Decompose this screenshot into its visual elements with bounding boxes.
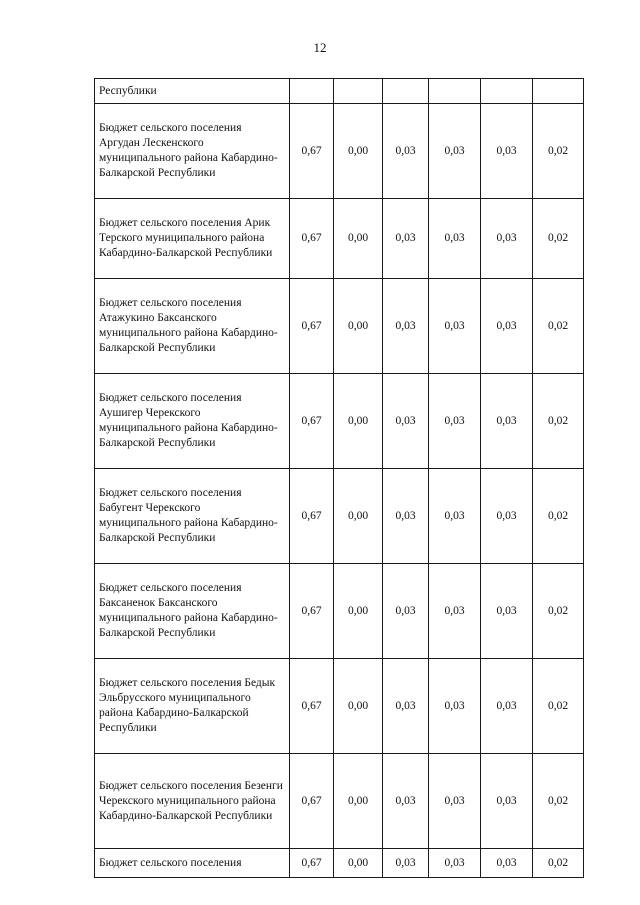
value-cell: 0,03 xyxy=(481,754,533,849)
value-cell: 0,67 xyxy=(290,659,334,754)
value-cell: 0,02 xyxy=(533,469,584,564)
value-cell: 0,00 xyxy=(334,104,383,199)
value-cell: 0,67 xyxy=(290,564,334,659)
value-cell: 0,02 xyxy=(533,279,584,374)
value-cell: 0,67 xyxy=(290,374,334,469)
value-cell: 0,00 xyxy=(334,199,383,279)
value-cell: 0,03 xyxy=(481,104,533,199)
value-cell: 0,03 xyxy=(429,849,481,878)
value-cell: 0,02 xyxy=(533,199,584,279)
value-cell: 0,03 xyxy=(383,469,429,564)
row-name-cell: Республики xyxy=(95,79,290,104)
value-cell xyxy=(383,79,429,104)
value-cell: 0,67 xyxy=(290,104,334,199)
row-name-cell: Бюджет сельского поселения xyxy=(95,849,290,878)
value-cell: 0,03 xyxy=(481,199,533,279)
value-cell: 0,67 xyxy=(290,754,334,849)
value-cell: 0,03 xyxy=(383,564,429,659)
row-name-cell: Бюджет сельского поселения Аушигер Черекского муниципального района Кабардино-Балкарской Республики xyxy=(95,374,290,469)
value-cell: 0,03 xyxy=(383,374,429,469)
table-row xyxy=(95,564,584,659)
value-cell xyxy=(290,79,334,104)
value-cell: 0,03 xyxy=(481,374,533,469)
value-cell: 0,03 xyxy=(429,754,481,849)
value-cell: 0,03 xyxy=(383,754,429,849)
value-cell: 0,00 xyxy=(334,849,383,878)
row-name-cell: Бюджет сельского поселения Баксаненок Баксанского муниципального района Кабардино-Балкарской Республики xyxy=(95,564,290,659)
table-row xyxy=(95,754,584,849)
value-cell: 0,03 xyxy=(429,469,481,564)
row-name-cell: Бюджет сельского поселения Арик Терского муниципального района Кабардино-Балкарской Республики xyxy=(95,199,290,279)
row-name-cell: Бюджет сельского поселения Бабугент Черекского муниципального района Кабардино-Балкарской Республики xyxy=(95,469,290,564)
row-name-cell: Бюджет сельского поселения Аргудан Лескенского муниципального района Кабардино-Балкарской Республики xyxy=(95,104,290,199)
row-name-cell: Бюджет сельского поселения Атажукино Баксанского муниципального района Кабардино-Балкарской Республики xyxy=(95,279,290,374)
value-cell: 0,67 xyxy=(290,279,334,374)
table-row-continued xyxy=(95,79,584,104)
table-row xyxy=(95,104,584,199)
value-cell: 0,00 xyxy=(334,659,383,754)
value-cell: 0,02 xyxy=(533,374,584,469)
value-cell: 0,03 xyxy=(383,279,429,374)
value-cell: 0,03 xyxy=(383,659,429,754)
row-name-cell: Бюджет сельского поселения Безенги Черекского муниципального района Кабардино-Балкарской Республики xyxy=(95,754,290,849)
value-cell: 0,03 xyxy=(429,104,481,199)
value-cell: 0,00 xyxy=(334,469,383,564)
value-cell: 0,02 xyxy=(533,104,584,199)
value-cell: 0,03 xyxy=(383,104,429,199)
value-cell: 0,00 xyxy=(334,374,383,469)
value-cell: 0,03 xyxy=(481,849,533,878)
value-cell: 0,03 xyxy=(481,659,533,754)
table-row xyxy=(95,199,584,279)
table-row xyxy=(95,659,584,754)
table-row xyxy=(95,374,584,469)
value-cell: 0,03 xyxy=(429,564,481,659)
value-cell: 0,03 xyxy=(383,199,429,279)
value-cell: 0,00 xyxy=(334,754,383,849)
value-cell: 0,67 xyxy=(290,199,334,279)
value-cell: 0,67 xyxy=(290,469,334,564)
value-cell: 0,03 xyxy=(429,279,481,374)
table-row xyxy=(95,469,584,564)
value-cell: 0,03 xyxy=(481,279,533,374)
table-row-partial xyxy=(95,849,584,878)
value-cell: 0,03 xyxy=(481,469,533,564)
value-cell: 0,02 xyxy=(533,659,584,754)
budget-distribution-table xyxy=(94,78,584,878)
value-cell xyxy=(334,79,383,104)
value-cell: 0,03 xyxy=(383,849,429,878)
value-cell: 0,03 xyxy=(481,564,533,659)
value-cell: 0,03 xyxy=(429,374,481,469)
value-cell: 0,03 xyxy=(429,199,481,279)
value-cell: 0,03 xyxy=(429,659,481,754)
value-cell: 0,00 xyxy=(334,564,383,659)
table-row xyxy=(95,279,584,374)
value-cell: 0,02 xyxy=(533,849,584,878)
value-cell xyxy=(533,79,584,104)
value-cell: 0,02 xyxy=(533,564,584,659)
value-cell: 0,67 xyxy=(290,849,334,878)
page-number: 12 xyxy=(313,40,327,55)
value-cell xyxy=(481,79,533,104)
value-cell: 0,00 xyxy=(334,279,383,374)
value-cell: 0,02 xyxy=(533,754,584,849)
row-name-cell: Бюджет сельского поселения Бедык Эльбрусского муниципального района Кабардино-Балкарской Республики xyxy=(95,659,290,754)
value-cell xyxy=(429,79,481,104)
